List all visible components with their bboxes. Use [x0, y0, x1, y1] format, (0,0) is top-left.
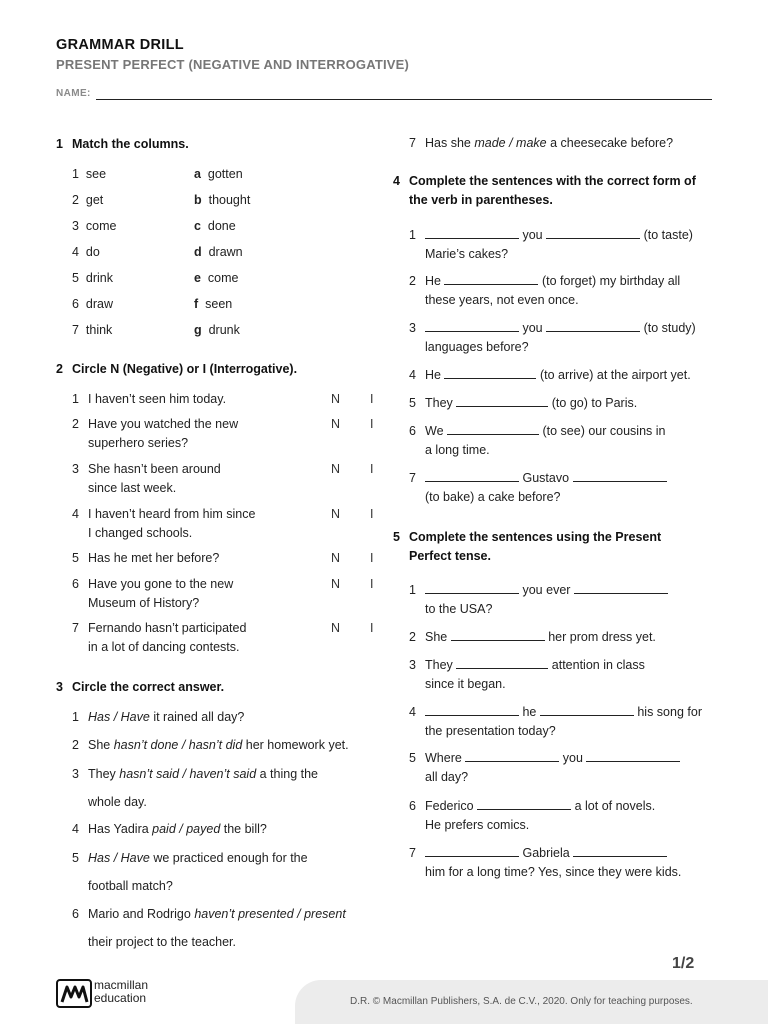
- circle-item: 7 Fernando hasn’t participated in a lot of dancing contests.: [72, 621, 247, 654]
- option-negative[interactable]: N: [331, 417, 341, 431]
- option-interrogative[interactable]: I: [370, 462, 374, 476]
- answer-blank[interactable]: [425, 319, 519, 332]
- answer-options[interactable]: paid / payed: [152, 822, 221, 836]
- match-left-item: 6 draw: [72, 297, 113, 311]
- match-left-item: 3 come: [72, 219, 117, 233]
- section-1-heading: 1 Match the columns.: [56, 137, 189, 151]
- answer-blank[interactable]: [425, 844, 519, 857]
- answer-blank[interactable]: [586, 749, 680, 762]
- answer-item: 2 She hasn’t done / hasn’t did her homework yet.: [72, 738, 349, 752]
- answer-blank[interactable]: [456, 656, 548, 669]
- answer-item: 6 Mario and Rodrigo haven’t presented / present their project to the teacher.: [72, 907, 346, 949]
- logo-wordmark-line1: macmillan: [94, 978, 149, 992]
- answer-blank[interactable]: [425, 703, 519, 716]
- option-negative[interactable]: N: [331, 551, 341, 565]
- option-interrogative[interactable]: I: [370, 507, 374, 521]
- option-interrogative[interactable]: I: [370, 417, 374, 431]
- fill-item: 3 They attention in class since it began.: [409, 658, 645, 691]
- answer-options[interactable]: hasn’t said / haven’t said: [119, 767, 257, 781]
- match-left-item: 2 get: [72, 193, 104, 207]
- option-interrogative[interactable]: I: [370, 577, 374, 591]
- option-interrogative[interactable]: I: [370, 551, 374, 565]
- answer-blank[interactable]: [574, 581, 668, 594]
- answer-options[interactable]: hasn’t done / hasn’t did: [113, 738, 243, 752]
- fill-item: 5 They (to go) to Paris.: [409, 396, 638, 410]
- logo-wordmark-line2: education: [94, 991, 147, 1005]
- answer-blank[interactable]: [444, 272, 538, 285]
- fill-item: 6 Federico a lot of novels. He prefers comics.: [409, 799, 656, 832]
- fill-item: 7 Gustavo (to bake) a cake before?: [409, 469, 719, 507]
- option-negative[interactable]: N: [331, 577, 341, 591]
- answer-blank[interactable]: [425, 226, 519, 239]
- answer-blank[interactable]: [451, 628, 545, 641]
- fill-item: 3 you (to study) languages before?: [409, 321, 696, 354]
- answer-blank[interactable]: [425, 581, 519, 594]
- name-label: NAME:: [56, 88, 91, 99]
- circle-item: 4 I haven’t heard from him since I changed schools.: [72, 507, 256, 540]
- match-right-item: e come: [194, 271, 239, 285]
- fill-item: 1 you (to taste) Marie’s cakes?: [409, 228, 693, 261]
- circle-item: 3 She hasn’t been around since last week.: [72, 462, 221, 495]
- section-5-heading: 5 Complete the sentences using the Present Perfect tense.: [393, 530, 662, 563]
- match-right-item: d drawn: [194, 245, 243, 259]
- answer-item: 1 Has / Have it rained all day?: [72, 710, 245, 724]
- fill-item: 1 you ever to the USA?: [409, 581, 719, 619]
- option-interrogative[interactable]: I: [370, 621, 374, 635]
- copyright-notice: D.R. © Macmillan Publishers, S.A. de C.V., 2020. Only for teaching purposes.: [350, 996, 693, 1007]
- page-title: GRAMMAR DRILL: [56, 37, 184, 53]
- match-left-item: 1 see: [72, 167, 107, 181]
- fill-item: 2 She her prom dress yet.: [409, 630, 656, 644]
- option-negative[interactable]: N: [331, 507, 341, 521]
- answer-item: 7 Has she made / make a cheesecake before?: [409, 136, 674, 150]
- option-negative[interactable]: N: [331, 621, 341, 635]
- page-number: 1/2: [672, 955, 695, 972]
- answer-options[interactable]: Has / Have: [88, 851, 150, 865]
- answer-blank[interactable]: [456, 394, 548, 407]
- answer-options[interactable]: made / make: [474, 136, 547, 150]
- name-field-line[interactable]: [96, 99, 712, 100]
- match-left-item: 5 drink: [72, 271, 113, 285]
- answer-options[interactable]: haven’t presented / present: [194, 907, 346, 921]
- macmillan-logo-icon: [56, 975, 92, 1011]
- section-3-heading: 3 Circle the correct answer.: [56, 680, 225, 694]
- answer-blank[interactable]: [477, 797, 571, 810]
- match-right-item: f seen: [194, 297, 233, 311]
- circle-item: 5 Has he met her before?: [72, 551, 220, 565]
- fill-item: 2 He (to forget) my birthday all these years, not even once.: [409, 274, 681, 307]
- section-2-heading: 2 Circle N (Negative) or I (Interrogative).: [56, 362, 298, 376]
- match-right-item: g drunk: [194, 323, 240, 337]
- match-right-item: a gotten: [194, 167, 243, 181]
- answer-blank[interactable]: [425, 469, 519, 482]
- answer-options[interactable]: Has / Have: [88, 710, 150, 724]
- answer-blank[interactable]: [573, 844, 667, 857]
- match-right-item: b thought: [194, 193, 251, 207]
- option-negative[interactable]: N: [331, 462, 341, 476]
- answer-item: 5 Has / Have we practiced enough for the football match?: [72, 851, 308, 893]
- answer-blank[interactable]: [465, 749, 559, 762]
- option-negative[interactable]: N: [331, 392, 341, 406]
- answer-blank[interactable]: [447, 422, 539, 435]
- macmillan-logo: [56, 975, 156, 1011]
- section-4-heading: 4 Complete the sentences with the correct form of the verb in parentheses.: [393, 174, 696, 207]
- circle-item: 1 I haven’t seen him today.: [72, 392, 227, 406]
- match-left-item: 7 think: [72, 323, 113, 337]
- answer-blank[interactable]: [546, 226, 640, 239]
- answer-blank[interactable]: [546, 319, 640, 332]
- answer-item: 3 They hasn’t said / haven’t said a thing the whole day.: [72, 767, 319, 809]
- fill-item: 5 Where you all day?: [409, 749, 719, 787]
- option-interrogative[interactable]: I: [370, 392, 374, 406]
- answer-item: 4 Has Yadira paid / payed the bill?: [72, 822, 267, 836]
- fill-item: 4 he his song for the presentation today?: [409, 705, 702, 738]
- fill-item: 7 Gabriela him for a long time? Yes, since they were kids.: [409, 846, 682, 879]
- match-right-item: c done: [194, 219, 236, 233]
- circle-item: 6 Have you gone to the new Museum of History?: [72, 577, 234, 610]
- answer-blank[interactable]: [573, 469, 667, 482]
- match-left-item: 4 do: [72, 245, 100, 259]
- fill-item: 4 He (to arrive) at the airport yet.: [409, 368, 691, 382]
- answer-blank[interactable]: [540, 703, 634, 716]
- answer-blank[interactable]: [444, 366, 536, 379]
- circle-item: 2 Have you watched the new superhero series?: [72, 417, 239, 450]
- fill-item: 6 We (to see) our cousins in a long time.: [409, 424, 666, 457]
- page-subtitle: PRESENT PERFECT (NEGATIVE AND INTERROGATIVE): [56, 57, 410, 72]
